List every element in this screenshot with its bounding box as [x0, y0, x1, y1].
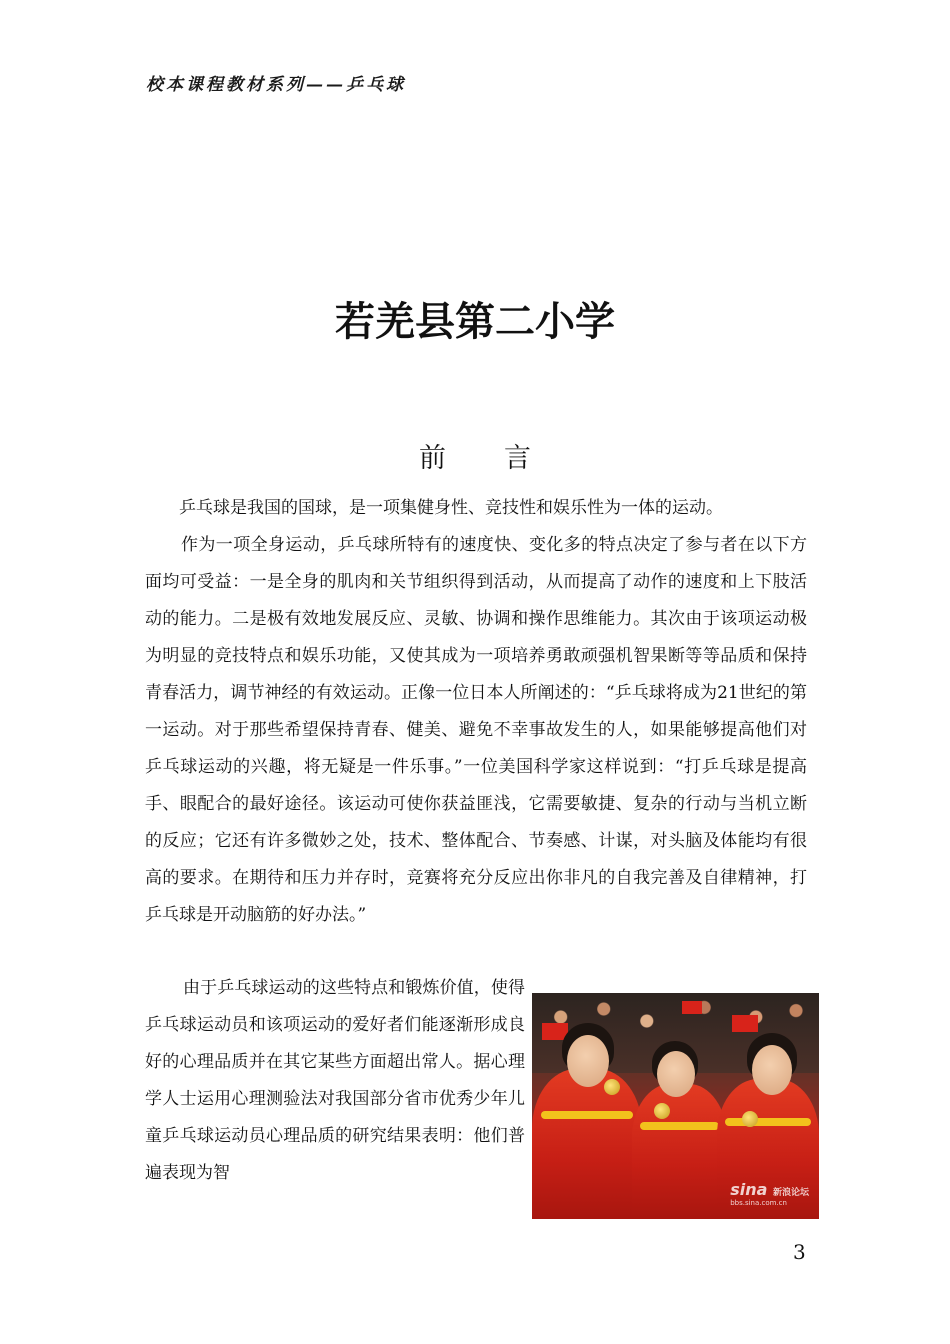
face: [657, 1051, 695, 1097]
face: [567, 1035, 609, 1087]
medal-icon: [604, 1079, 620, 1095]
page-title: 若羌县第二小学: [335, 299, 615, 345]
paragraph-3: 由于乒乓球运动的这些特点和锻炼价值，使得乒乓球运动员和该项运动的爱好者们能逐渐形成良好的心理品质并在其它某些方面超出常人。据心理学人士运用心理测验法对我国部分省市优秀少年儿童乒乓球运动员心理品质的研究结果表明：他们普遍表现为智: [145, 978, 525, 1183]
watermark-url: bbs.sina.com.cn: [730, 1199, 787, 1207]
athletes-photo: [532, 993, 819, 1219]
page-number: 3: [793, 1240, 806, 1264]
flag-icon: [732, 1015, 758, 1032]
sina-watermark: [730, 1180, 809, 1207]
medal-icon: [742, 1111, 758, 1127]
flag-icon: [682, 1001, 702, 1014]
athlete-left: [532, 1069, 642, 1219]
watermark-text: 新浪论坛: [772, 1188, 809, 1198]
medal-icon: [654, 1103, 670, 1119]
running-header: 校本课程教材系列——乒乓球: [146, 75, 406, 95]
paragraph-2: 作为一项全身运动，乒乓球所特有的速度快、变化多的特点决定了参与者在以下方面均可受益：一是全身的肌肉和关节组织得到活动，从而提高了动作的速度和上下肢活动的能力。二是极有效地发展反应、灵敏、协调和操作思维能力。其次由于该项运动极为明显的竞技特点和娱乐功能，又使其成为一项培养勇敢顽强机智果断等等品质和保持青春活力，调节神经的有效运动。正像一位日本人所阐述的：“乒乓球将成为21世纪的第一运动。对于那些希望保持青春、健美、避免不幸事故发生的人，如果能够提高他们对乒乓球运动的兴趣，将无疑是一件乐事。”一位美国科学家这样说到：“打乒乓球是提高手、眼配合的最好途径。该运动可使你获益匪浅，它需要敏捷、复杂的行动与当机立断的反应；它还有许多微妙之处，技术、整体配合、节奏感、计谋，对头脑及体能均有很高的要求。在期待和压力并存时，竞赛将充分反应出你非凡的自我完善及自律精神，打乒乓球是开动脑筋的好办法。”: [145, 535, 807, 925]
section-heading: 前言: [419, 443, 589, 474]
face: [752, 1045, 792, 1095]
athlete-middle: [632, 1084, 727, 1219]
watermark-logo: sina: [730, 1180, 768, 1199]
paragraph-1: 乒乓球是我国的国球，是一项集健身性、竞技性和娱乐性为一体的运动。: [179, 498, 723, 518]
